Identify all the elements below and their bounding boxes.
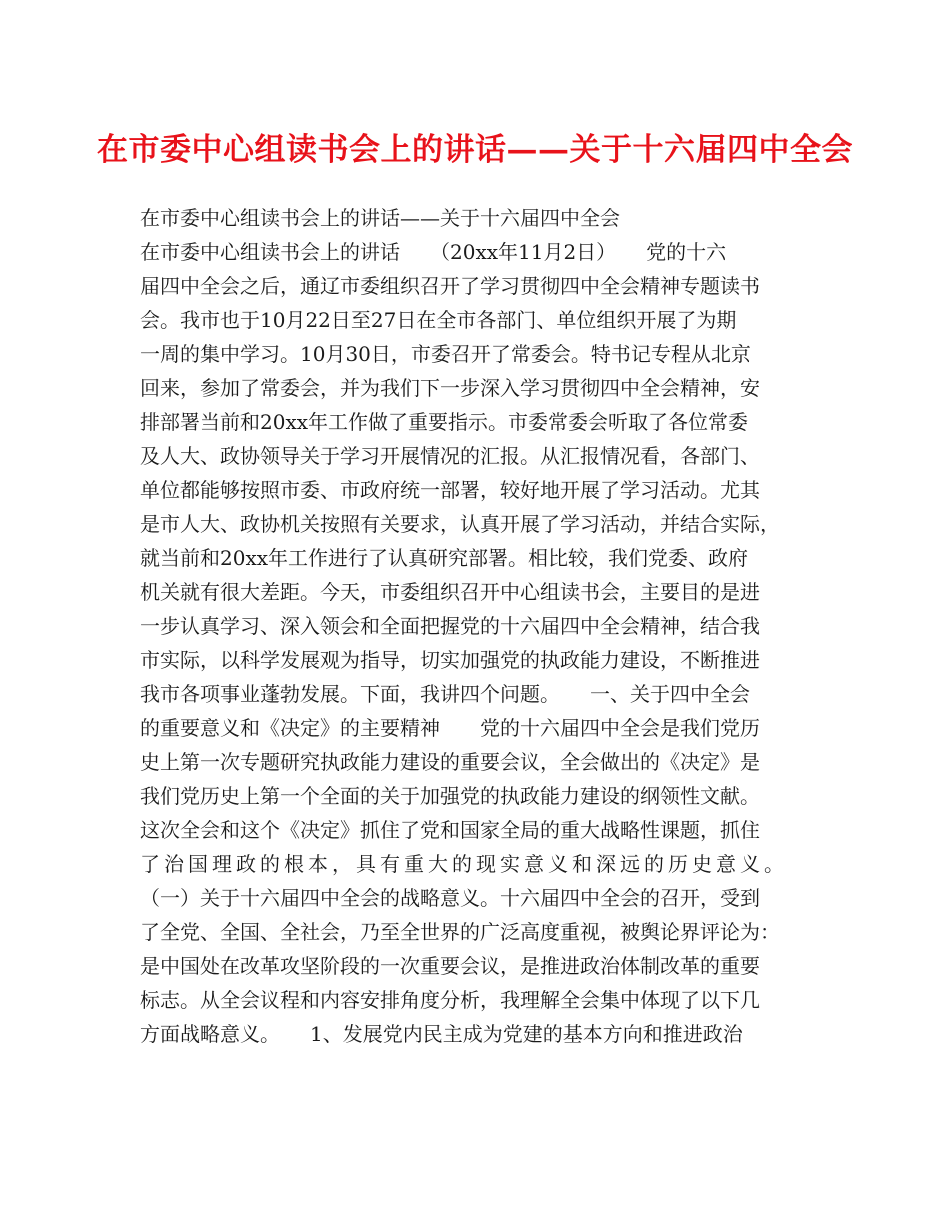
paragraph-line: 在市委中心组读书会上的讲话 （20xx年11月2日） 党的十六 bbox=[140, 240, 727, 264]
paragraph-line: 机关就有很大差距。今天，市委组织召开中心组读书会，主要目的是进 bbox=[140, 580, 760, 604]
paragraph-line: 是中国处在改革攻坚阶段的一次重要会议，是推进政治体制改革的重要 bbox=[140, 954, 760, 978]
paragraph-line: 市实际，以科学发展观为指导，切实加强党的执政能力建设，不断推进 bbox=[140, 648, 760, 672]
paragraph-line: 在市委中心组读书会上的讲话——关于十六届四中全会 bbox=[140, 206, 620, 230]
paragraph-line: 了治国理政的根本，具有重大的现实意义和深远的历史意义。 bbox=[140, 852, 788, 876]
paragraph-line: 我们党历史上第一个全面的关于加强党的执政能力建设的纲领性文献。 bbox=[140, 784, 760, 808]
paragraph-line: 届四中全会之后，通辽市委组织召开了学习贯彻四中全会精神专题读书 bbox=[140, 274, 760, 298]
paragraph-line: 回来，参加了常委会，并为我们下一步深入学习贯彻四中全会精神，安 bbox=[140, 376, 760, 400]
paragraph-line: 就当前和20xx年工作进行了认真研究部署。相比较，我们党委、政府 bbox=[140, 546, 749, 570]
document-title: 在市委中心组读书会上的讲话——关于十六届四中全会 bbox=[97, 132, 853, 168]
paragraph-line: 史上第一次专题研究执政能力建设的重要会议，全会做出的《决定》是 bbox=[140, 750, 760, 774]
paragraph-line: 单位都能够按照市委、市政府统一部署，较好地开展了学习活动。尤其 bbox=[140, 478, 760, 502]
paragraph-line: 一周的集中学习。10月30日，市委召开了常委会。特书记专程从北京 bbox=[140, 342, 751, 366]
paragraph-line: 了全党、全国、全社会，乃至全世界的广泛高度重视，被舆论界评论为： bbox=[140, 920, 780, 944]
paragraph-line: （一）关于十六届四中全会的战略意义。十六届四中全会的召开，受到 bbox=[140, 886, 760, 910]
paragraph-line: 方面战略意义。 1、发展党内民主成为党建的基本方向和推进政治 bbox=[140, 1022, 743, 1046]
paragraph-line: 一步认真学习、深入领会和全面把握党的十六届四中全会精神，结合我 bbox=[140, 614, 760, 638]
document-body bbox=[140, 201, 820, 1051]
paragraph-line: 排部署当前和20xx年工作做了重要指示。市委常委会听取了各位常委 bbox=[140, 410, 749, 434]
paragraph-line: 的重要意义和《决定》的主要精神 党的十六届四中全会是我们党历 bbox=[140, 716, 760, 740]
paragraph-line: 会。我市也于10月22日至27日在全市各部门、单位组织开展了为期 bbox=[140, 308, 737, 332]
paragraph-line: 这次全会和这个《决定》抓住了党和国家全局的重大战略性课题，抓住 bbox=[140, 818, 760, 842]
paragraph-line: 标志。从全会议程和内容安排角度分析，我理解全会集中体现了以下几 bbox=[140, 988, 760, 1012]
paragraph-line: 及人大、政协领导关于学习开展情况的汇报。从汇报情况看，各部门、 bbox=[140, 444, 760, 468]
paragraph-line: 我市各项事业蓬勃发展。下面，我讲四个问题。 一、关于四中全会 bbox=[140, 682, 750, 706]
paragraph-line: 是市人大、政协机关按照有关要求，认真开展了学习活动，并结合实际， bbox=[140, 512, 780, 536]
